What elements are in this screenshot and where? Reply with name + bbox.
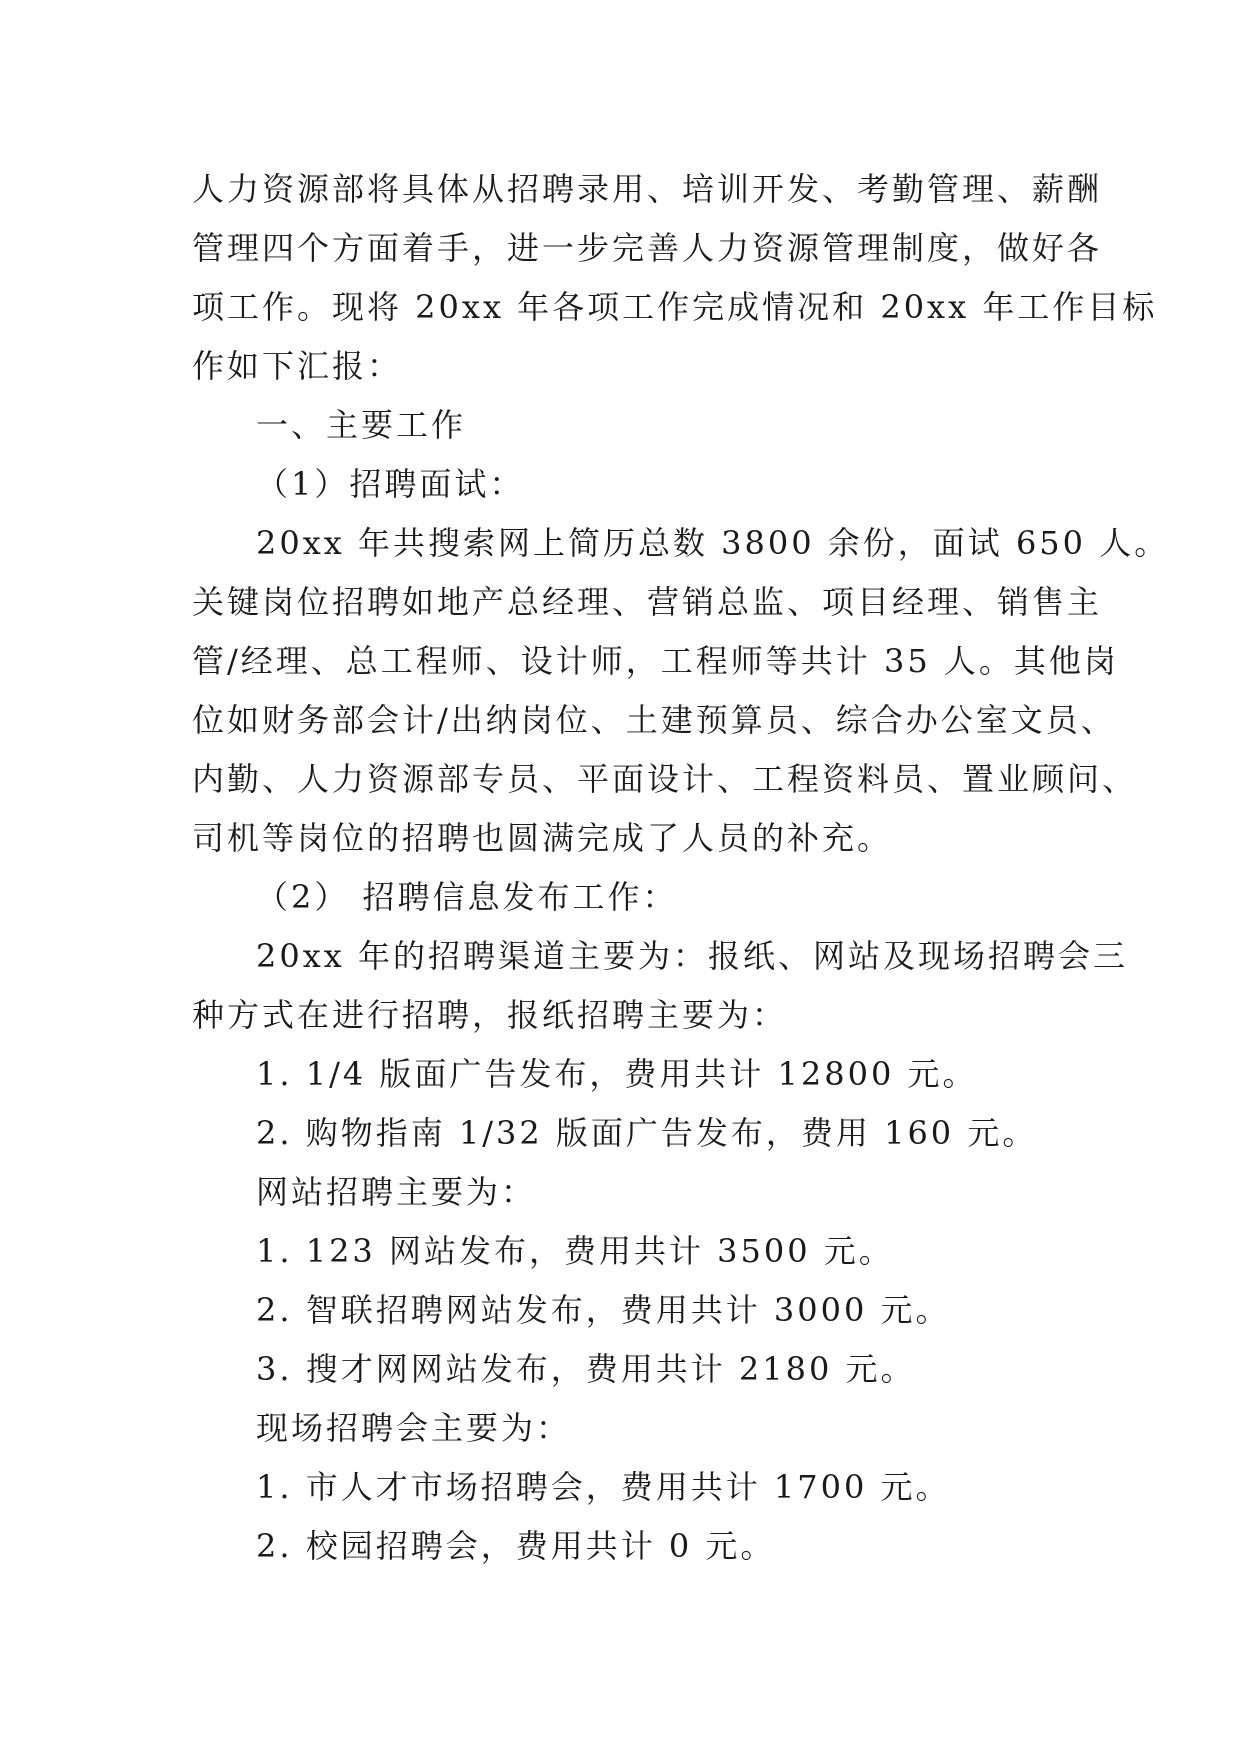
subheading-recruit-info: （2） 招聘信息发布工作： xyxy=(256,878,678,916)
body-line-11: 内勤、人力资源部专员、平面设计、工程资料员、置业顾问、 xyxy=(192,760,1138,798)
list-item-newspaper-2: 2. 购物指南 1/32 版面广告发布，费用 160 元。 xyxy=(256,1114,1038,1152)
body-line-8: 关键岗位招聘如地产总经理、营销总监、项目经理、销售主 xyxy=(192,583,1103,621)
section-heading-main-work: 一、主要工作 xyxy=(256,406,467,444)
list-item-newspaper-1: 1. 1/4 版面广告发布，费用共计 12800 元。 xyxy=(256,1055,978,1093)
body-line-12: 司机等岗位的招聘也圆满完成了人员的补充。 xyxy=(192,819,893,857)
body-line-15: 种方式在进行招聘，报纸招聘主要为： xyxy=(192,996,788,1034)
list-item-web-1: 1. 123 网站发布，费用共计 3500 元。 xyxy=(256,1232,894,1270)
body-line-10: 位如财务部会计/出纳岗位、土建预算员、综合办公室文员、 xyxy=(192,701,1116,739)
list-item-onsite-2: 2. 校园招聘会，费用共计 0 元。 xyxy=(256,1527,776,1565)
body-line-1: 人力资源部将具体从招聘录用、培训开发、考勤管理、薪酬 xyxy=(192,170,1103,208)
body-line-9: 管/经理、总工程师、设计师，工程师等共计 35 人。其他岗 xyxy=(192,642,1119,680)
body-line-14: 20xx 年的招聘渠道主要为：报纸、网站及现场招聘会三 xyxy=(256,937,1128,975)
body-line-2: 管理四个方面着手，进一步完善人力资源管理制度，做好各 xyxy=(192,229,1103,267)
subheading-onsite: 现场招聘会主要为： xyxy=(256,1409,572,1447)
body-line-7: 20xx 年共搜索网上简历总数 3800 余份，面试 650 人。 xyxy=(256,524,1170,562)
document-body xyxy=(192,160,1170,1576)
body-line-3: 项工作。现将 20xx 年各项工作完成情况和 20xx 年工作目标 xyxy=(192,288,1158,326)
list-item-onsite-1: 1. 市人才市场招聘会，费用共计 1700 元。 xyxy=(256,1468,951,1506)
body-line-4: 作如下汇报： xyxy=(192,347,403,385)
subheading-web: 网站招聘主要为： xyxy=(256,1173,537,1211)
subheading-interview: （1）招聘面试： xyxy=(256,465,525,503)
list-item-web-3: 3. 搜才网网站发布，费用共计 2180 元。 xyxy=(256,1350,916,1388)
list-item-web-2: 2. 智联招聘网站发布，费用共计 3000 元。 xyxy=(256,1291,951,1329)
